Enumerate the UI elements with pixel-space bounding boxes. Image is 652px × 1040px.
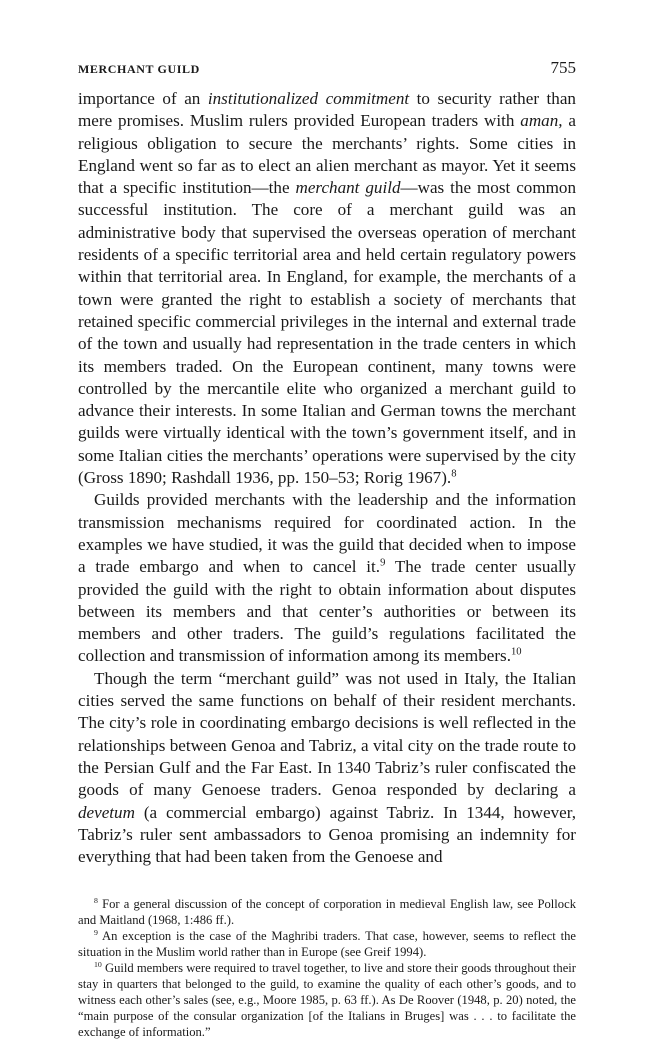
text-run: to security rather than mere promises. Muslim rulers provided European traders with [78,89,576,131]
footnote [78,960,576,1040]
footnote-reference: 8 [451,468,457,480]
paragraph [78,668,576,869]
text-run: Though the term “merchant guild” was not used in Italy, the Italian cities served the same functions on behalf of their resident merchants. The city’s role in coordinating embargo decisions is well reflected in the relationships between Genoa and Tabriz, a vital city on the trade route to the Persian Gulf and the Far East. In 1340 Tabriz’s ruler confiscated the goods of many Genoese traders. Genoa responded by declaring a [78,668,576,800]
footnote-marker: 10 [94,960,102,970]
footnote-reference: 10 [510,646,522,658]
text-run: importance of an [78,89,208,108]
footnote-text: An exception is the case of the Maghribi traders. That case, however, seems to reflect the situation in the Muslim world rather than in Europe (see Greif 1994). [78,929,576,960]
body-text [78,88,576,868]
italic-text: merchant guild [295,178,401,198]
footnote [78,928,576,960]
journal-page [78,58,576,1040]
text-run: —was the most common successful institution. The core of a merchant guild was an administrative body that supervised the overseas operation of merchant residents of a specific territorial area and held certain regulatory powers within that territorial area. In England, for example, the merchants of a town were granted the right to establish a society of merchants that retained specific commercial privileges in the internal and external trade of the town and usually had representation in the trade centers in which its members traded. On the European continent, many towns were controlled by the mercantile elite who organized a merchant guild to advance their interests. In some Italian and German towns the merchant guilds were virtually identical with the town’s government itself, and in some Italian cities the merchants’ operations were supervised by the city (Gross 1890; Rashdall 1936, pp. 150–53; Rorig 1967). [78,178,577,488]
footnote-text: For a general discussion of the concept of corporation in medieval English law, see Pollock and Maitland (1968, 1:486 ff.). [78,897,576,928]
italic-text: aman, [520,111,563,131]
running-title: MERCHANT GUILD [78,62,200,76]
text-run: Guilds provided merchants with the leadership and the information transmission mechanisms required for coordinated action. In the examples we have studied, it was the guild that decided when to impose a trade embargo and when to cancel it. [78,490,576,577]
paragraph [78,88,576,489]
paragraph [78,489,576,667]
footnote-reference: 9 [380,557,386,569]
running-head [78,58,576,88]
footnote-marker: 8 [94,896,98,906]
text-run: (a commercial embargo) against Tabriz. In 1344, however, Tabriz’s ruler sent ambassadors to Genoa promising an indemnity for everything that had been taken from the Genoese and [78,802,576,867]
italic-text: devetum [78,802,135,822]
italic-text: institutionalized commitment [207,89,410,108]
footnote-marker: 9 [94,928,98,938]
page-number: 755 [550,58,576,77]
footnote-text: Guild members were required to travel together, to live and store their goods throughout their stay in quarters that belonged to the guild, to examine the quality of each other’s goods, and to witness each other’s sales (see, e.g., Moore 1985, p. 63 ff.). As De Roover (1948, p. 20) noted, the “main purpose of the consular organization [of the Italians in Bruges] was . . . to facilitate the exchange of information.” [78,961,576,1040]
footnotes [78,896,576,1040]
text-run: a religious obligation to secure the merchants’ rights. Some cities in England went so far as to elect an alien merchant as mayor. Yet it seems that a specific institution—the [78,111,576,198]
text-run: The trade center usually provided the guild with the right to obtain information about disputes between its members and that center’s authorities or between its members and other traders. The guild’s regulations facilitated the collection and transmission of information among its members. [78,557,576,666]
footnote [78,896,576,928]
